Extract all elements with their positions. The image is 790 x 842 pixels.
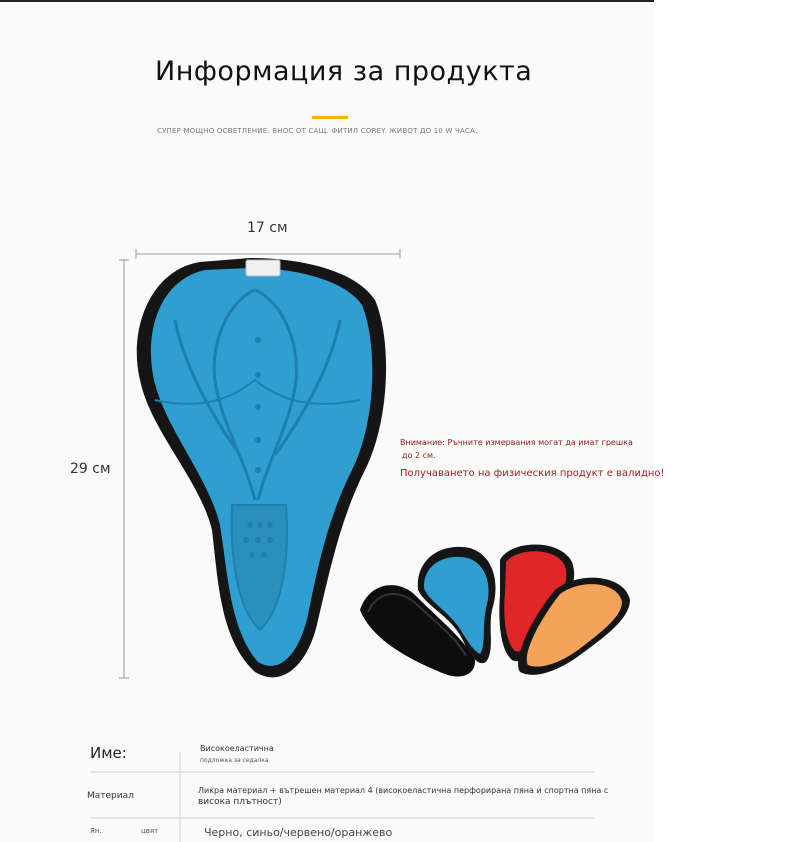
bike-seat-cover-image [137, 258, 386, 677]
page-subtitle: СУПЕР МОЩНО ОСВЕТЛЕНИЕ. ВНОС ОТ САЩ. ФИТИЛ COREY. ЖИВОТ ДО 10 W ЧАСА. [157, 127, 478, 135]
spec-name-label: Име: [90, 744, 127, 762]
height-dimension-line [119, 260, 129, 678]
spec-material-value-1: Ликра материал + вътрешен материал 4 (високоеластична перфорирана пяна и спортна пяна с [198, 786, 609, 795]
spec-material-value-2: висока плътност) [198, 797, 282, 807]
spec-color-value: Черно, синьо/червено/оранжево [204, 826, 393, 839]
spec-color-label-1: Ян. [90, 827, 102, 835]
spec-color-label-2: цвят [141, 827, 159, 835]
height-label: 29 см [70, 461, 111, 477]
notice-line-2: до 2 см. [402, 451, 436, 460]
spec-material-label: Материал [87, 791, 134, 801]
spec-name-value-1: Високоеластична [200, 744, 274, 753]
page-title: Информация за продукта [155, 56, 533, 87]
width-dimension-line [136, 249, 400, 259]
notice-line-1: Внимание: Ръчните измервания могат да имат грешка [400, 438, 633, 447]
width-label: 17 см [247, 220, 288, 236]
spec-name-value-2: подложка за седалка [200, 757, 269, 764]
seat-cover-colors-image [360, 545, 630, 677]
notice-line-3: Получаването на физическия продукт е валидно! [400, 468, 665, 479]
